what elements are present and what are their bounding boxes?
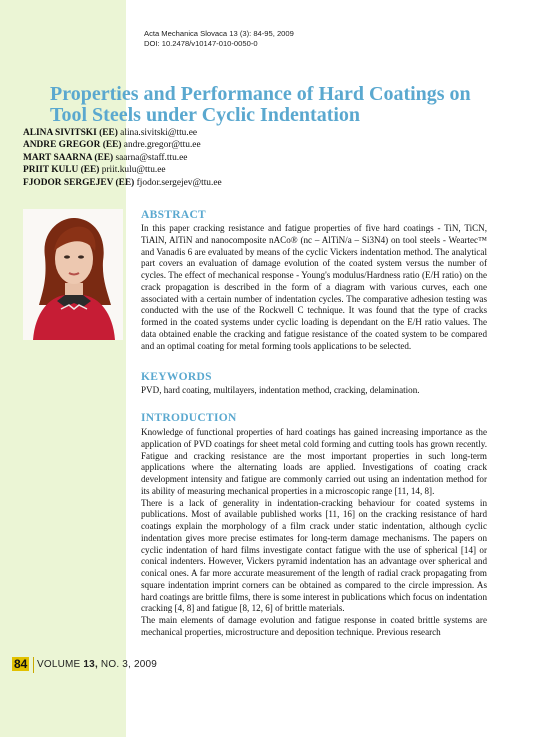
issue-label: NO. 3, [100,659,132,670]
author-list [23,127,222,189]
intro-paragraph: Knowledge of functional properties of hard coatings has gained increasing importance as the application of PVD coatings for sheet metal cold forming and cutting tools has grown recently. Fatigue and cracking resistance are the most important properties in such long-term applications where the alternating loads are applied. Investigations of coating crack development intensity and fatigue are commonly carried out using an indentation method for its ability of measuring mechanical properties in a microscopic range [11, 14, 8]. [141,427,487,496]
abstract-heading: ABSTRACT [141,209,207,221]
intro-paragraph: There is a lack of generality in indentation-cracking behaviour for coated systems in publications. Most of available published works [11, 16] on the cracking resistance of hard coatings explain the morphology of a film crack under static indentation, although cyclic indentation gives more precise estimates for long-term damage mechanisms. The papers on cyclic indentation of hard films investigate contact fatigue with the use of spherical [14] or conical indenters. However, Vickers pyramid indentation has an advantage over spherical and conical ones. A far more accurate measurement of the length of radial crack propagating from square indentation imprint corners can be obtained as compared to the circle impression. As hard coatings are brittle films, there is some interest in publications which focus on indentation cracking [4, 8] and fatigue [8, 12, 6] of brittle materials. [141,497,487,614]
year: 2009 [134,659,158,670]
abstract-text: In this paper cracking resistance and fatigue properties of five hard coatings - TiN, TiCN, TiAlN, AlTiN and nanocomposite nACo® (nc – AlTiN/a – Si3N4) on tool steels - Weartec™ and Vanadis 6 are evaluated by means of the cyclic Vickers indentation method. The analytical part covers an evaluation of damage evolution of the coated system versus the number of cycles. The effect of mechanical response - Young's modulus/Hardness ratio (E/H ratio) on the crack propagation is described in the form of a diagram with various curves, each one associated with a certain number of indentation cycles. The comparative adhesion testing was conducted with the use of the Rockwell C technique. It was found that the type of cracks formed in the coated systems under cyclic loading is dependant on the E/H ratio values. The data obtained enable the cracking and fatigue resistance of the coated system to be compared and an optimal coating for metal forming tools applications to be selected. [141,223,487,351]
article-title: Properties and Performance of Hard Coatings on Tool Steels under Cyclic Indentation [50,83,471,126]
author-entry [23,177,222,189]
journal-citation: Acta Mechanica Slovaca 13 (3): 84-95, 2009 [144,29,294,38]
author-name: FJODOR SERGEJEV (EE) [23,177,135,188]
intro-paragraph: The main elements of damage evolution and fatigue response in coated brittle systems are mechanical properties, microstructure and deposition technique. Previous research [141,615,487,637]
portrait-image [23,209,123,340]
author-name: ANDRE GREGOR (EE) [23,140,122,151]
author-entry [23,139,222,151]
author-email[interactable]: fjodor.sergejev@ttu.ee [136,177,222,188]
doi: DOI: 10.2478/v10147-010-0050-0 [144,39,258,48]
author-email[interactable]: saarna@staff.ttu.ee [115,152,188,163]
author-email[interactable]: alina.sivitski@ttu.ee [120,128,198,138]
keywords-heading: KEYWORDS [141,371,212,383]
keywords-text: PVD, hard coating, multilayers, indentation method, cracking, delamination. [141,385,420,395]
introduction-body [141,427,487,639]
author-name: MART SAARNA (EE) [23,152,114,163]
journal-header [144,29,294,49]
author-entry [23,164,222,176]
volume-number: 13, [83,659,98,670]
author-email[interactable]: andre.gregor@ttu.ee [123,140,201,151]
volume-info [37,659,157,670]
author-entry [23,127,222,139]
volume-label: VOLUME [37,659,81,670]
author-name: ALINA SIVITSKI (EE) [23,128,118,138]
footer-divider [33,657,34,673]
introduction-heading: INTRODUCTION [141,412,237,424]
author-entry [23,152,222,164]
author-name: PRIIT KULU (EE) [23,165,100,176]
author-photo [23,209,123,340]
author-email[interactable]: priit.kulu@ttu.ee [101,165,166,176]
page-number: 84 [14,657,28,671]
